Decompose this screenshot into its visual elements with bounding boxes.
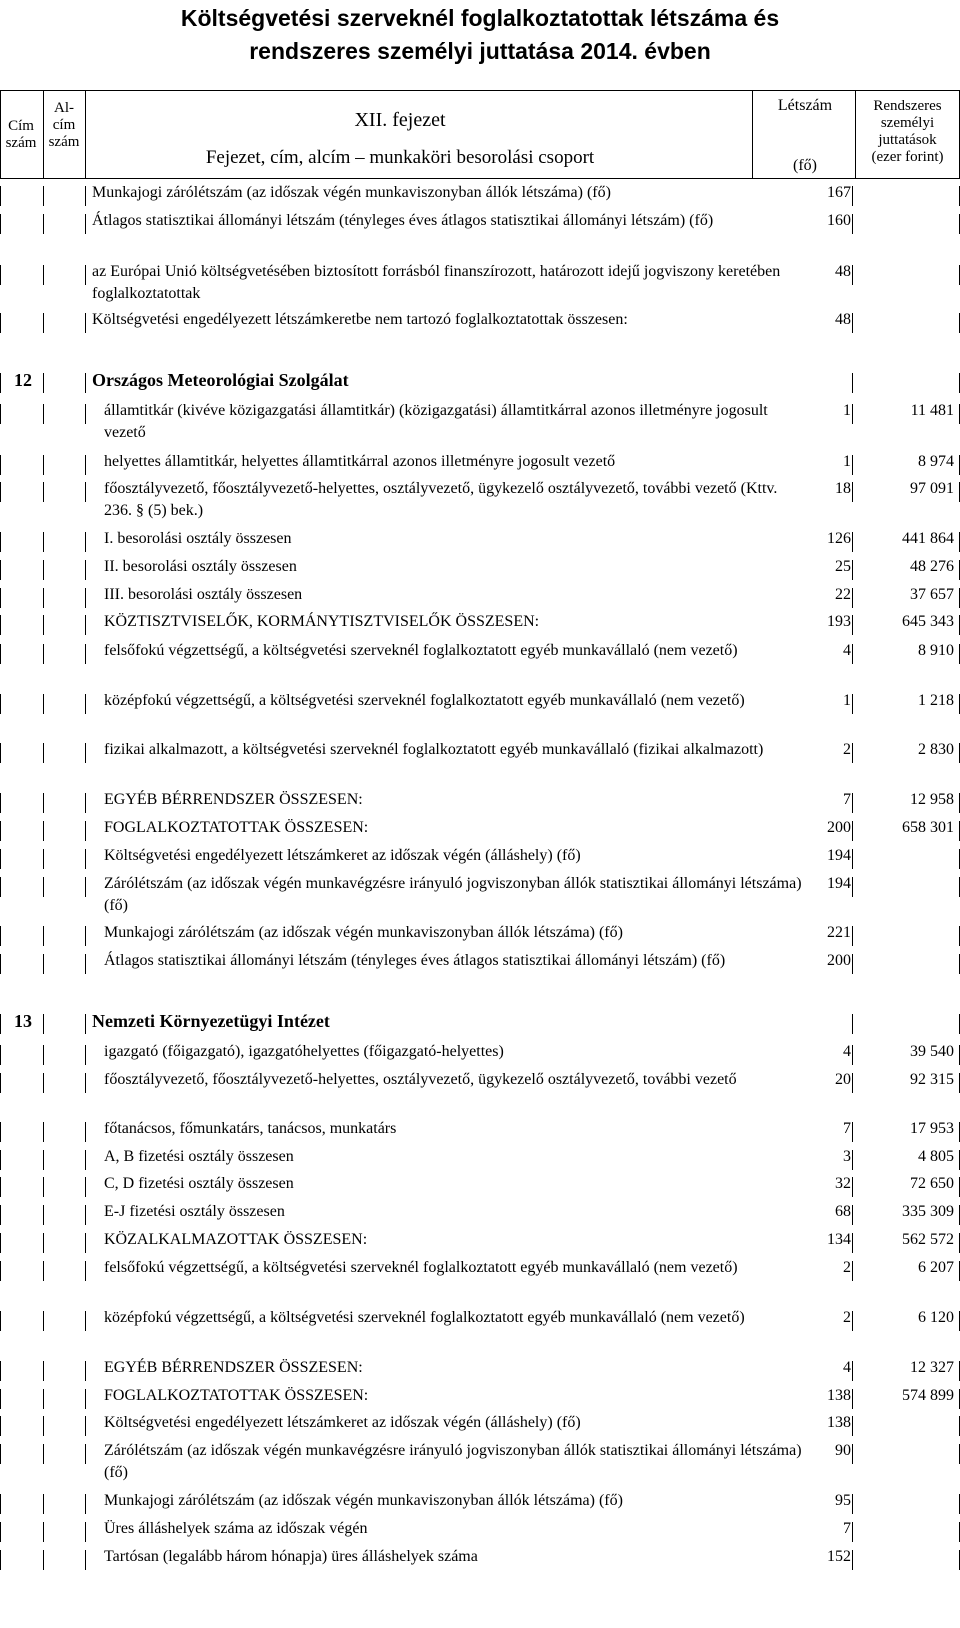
juttatas-value: 97 091	[910, 480, 954, 497]
row-description: igazgató (főigazgató), igazgatóhelyettes (főigazgató-helyettes)	[104, 1043, 504, 1060]
row-description: államtitkár (kivéve közigazgatási államtitkár) (közigazgatási) államtitkárral azonos illetményre jogosult vezető	[104, 402, 768, 441]
row-description: I. besorolási osztály összesen	[104, 530, 292, 547]
juttatas-value: 335 309	[902, 1203, 954, 1220]
row-description: EGYÉB BÉRRENDSZER ÖSSZESEN:	[104, 791, 363, 808]
letszam-value: 221	[827, 924, 851, 941]
row-description: Munkajogi zárólétszám (az időszak végén munkaviszonyban állók létszáma) (fő)	[104, 1492, 623, 1509]
letszam-value: 1	[843, 453, 851, 470]
row-description: Átlagos statisztikai állományi létszám (tényleges éves átlagos statisztikai állományi létszám) (fő)	[92, 212, 714, 229]
title-line-2: rendszeres személyi juttatása 2014. évben	[249, 38, 711, 64]
header-letszam-unit: (fő)	[793, 157, 817, 174]
header-cim-label: Cím	[8, 118, 34, 134]
letszam-value: 126	[827, 530, 851, 547]
row-description: KÖZTISZTVISELŐK, KORMÁNYTISZTVISELŐK ÖSSZESEN:	[104, 613, 540, 630]
juttatas-value: 48 276	[910, 558, 954, 575]
row-description: Üres álláshelyek száma az időszak végén	[104, 1520, 368, 1537]
row-description: Munkajogi zárólétszám (az időszak végén munkaviszonyban állók létszáma) (fő)	[104, 924, 623, 941]
cim-number: 12	[14, 370, 32, 390]
juttatas-value: 12 327	[910, 1359, 954, 1376]
header-alcim-szam	[44, 100, 84, 151]
row-description: E-J fizetési osztály összesen	[104, 1203, 285, 1220]
juttatas-value: 562 572	[902, 1231, 954, 1248]
header-rsz-label-2: személyi	[880, 115, 935, 131]
header-rsz-label-3: juttatások	[878, 132, 937, 148]
juttatas-value: 17 953	[910, 1120, 954, 1137]
letszam-value: 48	[835, 263, 851, 280]
letszam-value: 20	[835, 1071, 851, 1088]
cim-number: 13	[14, 1011, 32, 1031]
letszam-value: 4	[843, 1043, 851, 1060]
header-rsz-label-1: Rendszeres	[873, 98, 942, 114]
juttatas-value: 4 805	[918, 1148, 954, 1165]
row-description: II. besorolási osztály összesen	[104, 558, 297, 575]
letszam-value: 194	[827, 875, 851, 892]
row-description: Munkajogi zárólétszám (az időszak végén munkaviszonyban állók létszáma) (fő)	[92, 184, 611, 201]
juttatas-value: 1 218	[918, 692, 954, 709]
letszam-value: 4	[843, 642, 851, 659]
row-description: középfokú végzettségű, a költségvetési szerveknél foglalkoztatott egyéb munkavállaló (nem vezető)	[104, 1309, 745, 1326]
letszam-value: 138	[827, 1414, 851, 1431]
juttatas-value: 11 481	[910, 402, 954, 419]
header-alcim-label-3: szám	[48, 134, 80, 150]
header-letszam: Létszám	[777, 97, 833, 114]
juttatas-value: 92 315	[910, 1071, 954, 1088]
row-description: Átlagos statisztikai állományi létszám (tényleges éves átlagos statisztikai állományi létszám) (fő)	[104, 952, 726, 969]
row-description: főtanácsos, főmunkatárs, tanácsos, munkatárs	[104, 1120, 397, 1137]
row-description: felsőfokú végzettségű, a költségvetési szerveknél foglalkoztatott egyéb munkavállaló (nem vezető)	[104, 1259, 738, 1276]
row-description: III. besorolási osztály összesen	[104, 586, 303, 603]
row-description: Költségvetési engedélyezett létszámkeret az időszak végén (álláshely) (fő)	[104, 847, 581, 864]
juttatas-value: 8 974	[918, 453, 954, 470]
row-description: Költségvetési engedélyezett létszámkeretbe nem tartozó foglalkoztatottak összesen:	[92, 311, 628, 328]
letszam-value: 32	[835, 1175, 851, 1192]
letszam-value: 134	[827, 1231, 851, 1248]
juttatas-value: 6 207	[918, 1259, 954, 1276]
section-title: Országos Meteorológiai Szolgálat	[92, 370, 349, 390]
row-description: EGYÉB BÉRRENDSZER ÖSSZESEN:	[104, 1359, 363, 1376]
header-szam-label: szám	[5, 135, 37, 151]
letszam-value: 3	[843, 1148, 851, 1165]
juttatas-value: 645 343	[902, 613, 954, 630]
letszam-value: 2	[843, 1259, 851, 1276]
juttatas-value: 8 910	[918, 642, 954, 659]
title-line-1: Költségvetési szerveknél foglalkoztatottak létszáma és	[180, 5, 780, 31]
juttatas-value: 2 830	[918, 741, 954, 758]
letszam-value: 194	[827, 847, 851, 864]
row-description: FOGLALKOZTATOTTAK ÖSSZESEN:	[104, 819, 369, 836]
letszam-value: 7	[843, 1120, 851, 1137]
header-alcim-label-1: Al-	[54, 100, 74, 116]
header-alcim-label-2: cím	[52, 117, 76, 133]
row-description: felsőfokú végzettségű, a költségvetési szerveknél foglalkoztatott egyéb munkavállaló (nem vezető)	[104, 642, 738, 659]
letszam-value: 68	[835, 1203, 851, 1220]
letszam-value: 152	[827, 1548, 851, 1565]
juttatas-value: 72 650	[910, 1175, 954, 1192]
letszam-value: 7	[843, 1520, 851, 1537]
row-description: fizikai alkalmazott, a költségvetési szerveknél foglalkoztatott egyéb munkavállaló (fizikai alkalmazott)	[104, 741, 764, 758]
letszam-value: 18	[835, 480, 851, 497]
row-description: főosztályvezető, főosztályvezető-helyettes, osztályvezető, ügykezelő osztályvezető, további vezető (Kttv. 236. § (5) bek.)	[104, 480, 778, 519]
letszam-value: 48	[835, 311, 851, 328]
juttatas-value: 39 540	[910, 1043, 954, 1060]
letszam-value: 7	[843, 791, 851, 808]
row-description: helyettes államtitkár, helyettes államtitkárral azonos illetményre jogosult vezető	[104, 453, 616, 470]
header-fejezet-title: XII. fejezet	[354, 109, 446, 131]
juttatas-value: 12 958	[910, 791, 954, 808]
letszam-value: 193	[827, 613, 851, 630]
header-rsz-label-4: (ezer forint)	[871, 149, 944, 165]
letszam-value: 25	[835, 558, 851, 575]
row-description: A, B fizetési osztály összesen	[104, 1148, 294, 1165]
letszam-value: 95	[835, 1492, 851, 1509]
header-rendszeres-juttatasok	[855, 98, 960, 166]
row-description: Zárólétszám (az időszak végén munkavégzésre irányuló jogviszonyban állók statisztikai állományi létszáma) (fő)	[104, 875, 802, 914]
juttatas-value: 574 899	[902, 1387, 954, 1404]
row-description: főosztályvezető, főosztályvezető-helyettes, osztályvezető, ügykezelő osztályvezető, további vezető	[104, 1071, 737, 1088]
row-description: Tartósan (legalább három hónapja) üres álláshelyek száma	[104, 1548, 478, 1565]
header-subtitle: Fejezet, cím, alcím – munkaköri besorolási csoport	[205, 147, 595, 168]
juttatas-value: 441 864	[902, 530, 954, 547]
letszam-value: 160	[827, 212, 851, 229]
letszam-value: 1	[843, 692, 851, 709]
letszam-value: 4	[843, 1359, 851, 1376]
row-description: C, D fizetési osztály összesen	[104, 1175, 294, 1192]
letszam-value: 90	[835, 1442, 851, 1459]
row-description: FOGLALKOZTATOTTAK ÖSSZESEN:	[104, 1387, 369, 1404]
letszam-value: 138	[827, 1387, 851, 1404]
section-title: Nemzeti Környezetügyi Intézet	[92, 1011, 330, 1031]
row-description: középfokú végzettségű, a költségvetési szerveknél foglalkoztatott egyéb munkavállaló (nem vezető)	[104, 692, 745, 709]
letszam-value: 200	[827, 952, 851, 969]
row-description: KÖZALKALMAZOTTAK ÖSSZESEN:	[104, 1231, 368, 1248]
row-description: Költségvetési engedélyezett létszámkeret az időszak végén (álláshely) (fő)	[104, 1414, 581, 1431]
header-cim-szam	[0, 118, 42, 152]
juttatas-value: 6 120	[918, 1309, 954, 1326]
juttatas-value: 37 657	[910, 586, 954, 603]
letszam-value: 167	[827, 184, 851, 201]
letszam-value: 1	[843, 402, 851, 419]
letszam-value: 2	[843, 741, 851, 758]
row-description: az Európai Unió költségvetésében biztosított forrásból finanszírozott, határozott idejű jogviszony keretében foglalkoztatottak	[92, 263, 781, 302]
letszam-value: 2	[843, 1309, 851, 1326]
letszam-value: 200	[827, 819, 851, 836]
juttatas-value: 658 301	[902, 819, 954, 836]
letszam-value: 22	[835, 586, 851, 603]
row-description: Zárólétszám (az időszak végén munkavégzésre irányuló jogviszonyban állók statisztikai állományi létszáma) (fő)	[104, 1442, 802, 1481]
